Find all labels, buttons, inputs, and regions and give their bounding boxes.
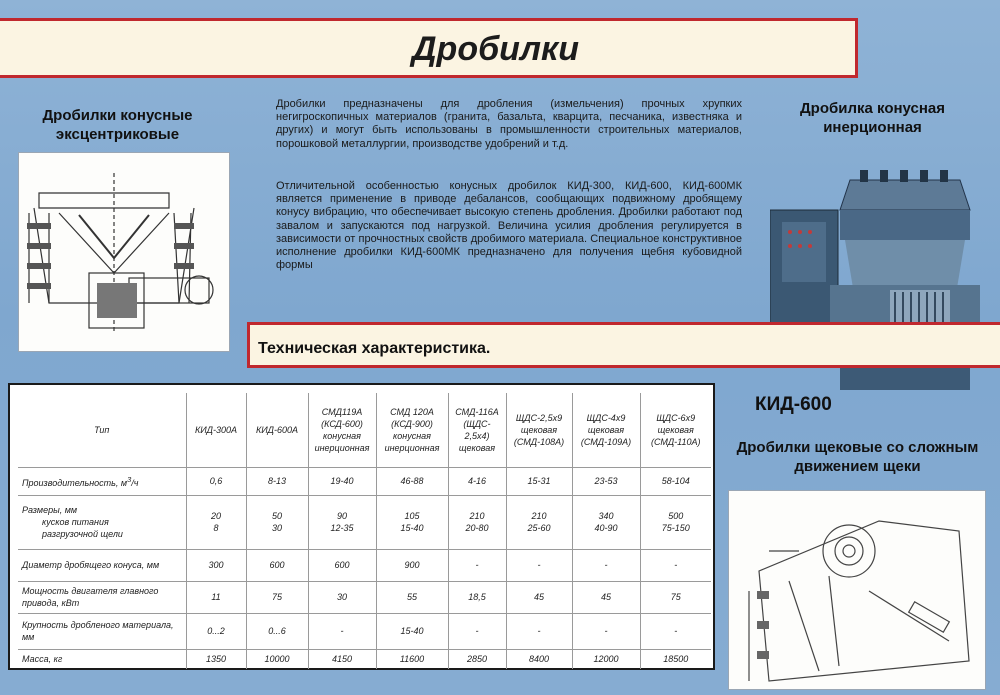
table-cell: 11600 [376,649,448,669]
table-cell: 75 [640,581,711,613]
table-cell: 210 25-60 [506,495,572,549]
row-label: Крупность дробленого материала, мм [18,613,186,649]
table-cell: 1350 [186,649,246,669]
table-row-mass [18,649,711,669]
model-header: СМД 120А (КСД-900) конусная инерционная [376,393,448,467]
table-cell: 46-88 [376,467,448,495]
page-title: Дробилки [412,30,580,68]
jaw-crusher-drawing [728,490,986,690]
table-cell: 75 [246,581,308,613]
model-header: ЩДС-2,5х9 щековая (СМД-108А) [506,393,572,467]
table-cell: 50 30 [246,495,308,549]
table-cell: 0...6 [246,613,308,649]
row-label: Мощность двигателя главного привода, кВт [18,581,186,613]
table-cell: 15-31 [506,467,572,495]
heading-eccentric-cone-crushers: Дробилки конусные эксцентриковые [42,107,193,143]
description-paragraph-2: Отличительной особенностью конусных дробилок КИД-300, КИД-600, КИД-600МК является применение в приводе дебалансов, сообщающих подвижному дробящему конусу вибрацию, что обеспечивает высокую степень дробления. Дробилки работают под завалом и запускаются под нагрузкой. Величина усилия дробления регулируется в зависимости от прочностных свойств дробимого материала. Специальное конструктивное исполнение дробилки КИД-600МК предназначено для получения щебня кубовидной формы [276,180,742,272]
table-cell: 45 [506,581,572,613]
table-cell: 2850 [448,649,506,669]
table-cell: 600 [246,549,308,581]
table-cell: 300 [186,549,246,581]
table-row-sizes [18,495,711,549]
table-cell: - [448,549,506,581]
model-header: КИД-600А [246,393,308,467]
table-cell: 11 [186,581,246,613]
table-cell: - [448,613,506,649]
table-cell: - [572,613,640,649]
table-cell: - [640,549,711,581]
model-header: СМД119А (КСД-600) конусная инерционная [308,393,376,467]
table-cell: 15-40 [376,613,448,649]
type-header: Тип [18,393,186,467]
table-cell: 4150 [308,649,376,669]
table-cell: 18,5 [448,581,506,613]
table-cell: 19-40 [308,467,376,495]
table-cell: 23-53 [572,467,640,495]
model-header: СМД-116А (ЩДС- 2,5х4) щековая [448,393,506,467]
table-cell: 20 8 [186,495,246,549]
table-cell: 18500 [663,654,689,665]
heading-inertia-cone-crusher: Дробилка конусная инерционная [799,100,946,136]
table-cell: 0...2 [186,613,246,649]
table-header-row [18,393,711,467]
table-cell: 8400 [506,649,572,669]
table-cell: 30 [308,581,376,613]
model-header: ЩДС-6х9 щековая (СМД-110А) [640,393,711,467]
table-cell: 10000 [246,649,308,669]
table-cell: 900 [376,549,448,581]
row-label: Масса, кг [18,649,186,669]
model-label-kid-600: КИД-600 [755,394,832,415]
model-header: ЩДС-4х9 щековая (СМД-109А) [572,393,640,467]
table-row-fraction [18,613,711,649]
table-cell: - [640,613,711,649]
spec-table [18,393,711,669]
table-cell: 4-16 [448,467,506,495]
row-label: Производительность, $м^3/ч$ [18,467,186,495]
table-cell: 90 12-35 [308,495,376,549]
table-cell: 500 75-150 [640,495,711,549]
table-cell: 8-13 [246,467,308,495]
eccentric-crusher-drawing [18,152,230,352]
table-cell: - [308,613,376,649]
table-cell: 0,6 [186,467,246,495]
table-cell: 340 40-90 [572,495,640,549]
table-row-cone-diameter [18,549,711,581]
table-cell: 210 20-80 [448,495,506,549]
row-label: Размеры, мм кусков питания разгрузочной щели [18,495,186,549]
table-cell: 55 [376,581,448,613]
tech-title: Техническая характеристика. [258,340,491,357]
table-cell: 45 [572,581,640,613]
table-cell: - [506,613,572,649]
model-header: КИД-300А [186,393,246,467]
table-cell: - [572,549,640,581]
table-cell: - [506,549,572,581]
table-cell: 105 15-40 [376,495,448,549]
table-cell: 12000 [572,649,640,669]
table-cell: 600 [308,549,376,581]
heading-jaw-crushers: Дробилки щековые со сложным движением щеки [736,439,979,475]
row-label: Диаметр дробящего конуса, мм [18,549,186,581]
description-paragraph-1: Дробилки предназначены для дробления (измельчения) прочных хрупких негигроскопичных материалов (гранита, базальта, кварцита, песчаника, известняка и других) и могут быть использованы в промышленности строительных материалов, порошковой металлургии, производстве удобрений и т.д. [276,98,742,150]
table-row-productivity [18,467,711,495]
table-cell: 58-104 [640,467,711,495]
table-row-motor-power [18,581,711,613]
